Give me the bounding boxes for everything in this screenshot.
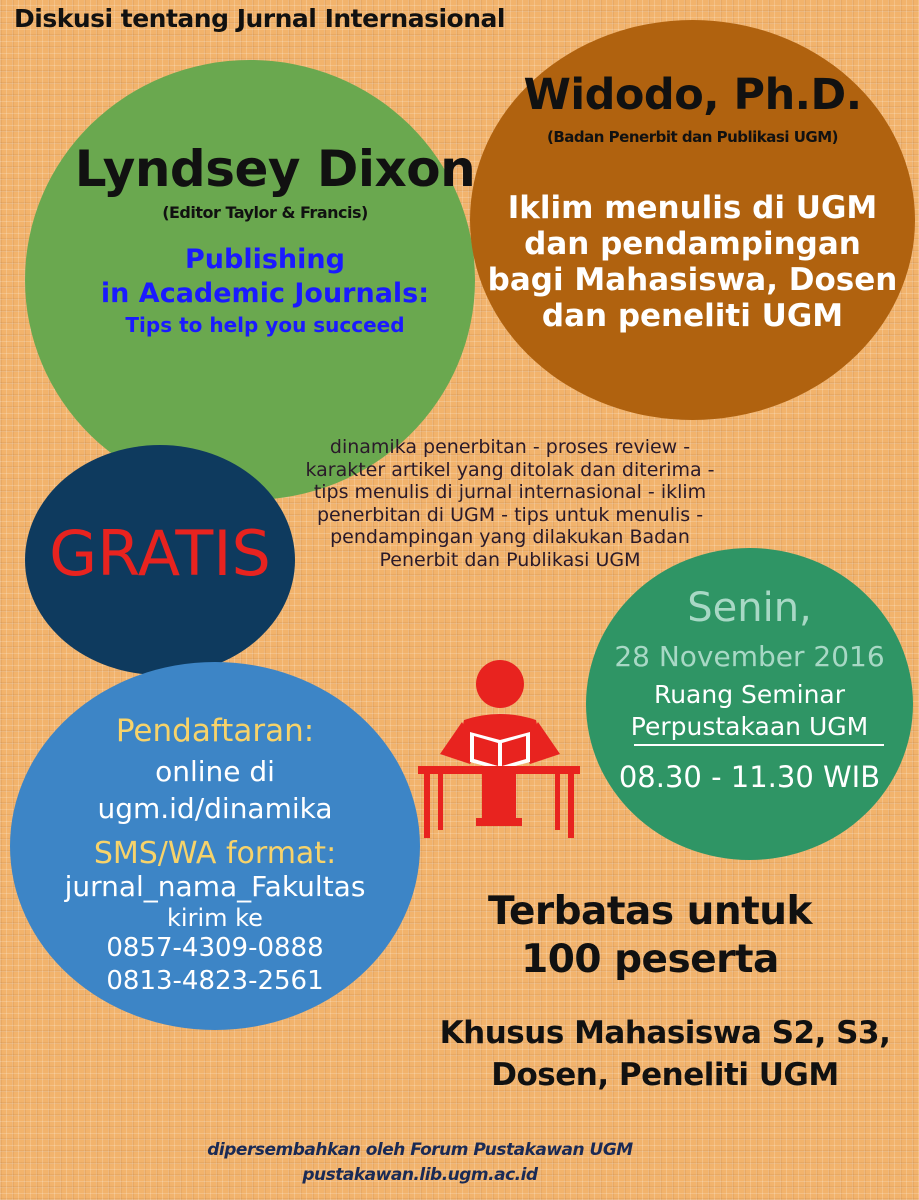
event-venue-line1: Ruang Seminar [653, 680, 846, 709]
speaker1-topic-subtitle: Tips to help you succeed [125, 313, 405, 337]
person-reading-at-desk-icon [412, 658, 584, 838]
registration-url: ugm.id/dinamika [97, 792, 333, 825]
speaker2-name: Widodo, Ph.D. [523, 70, 862, 120]
registration-online-line1: online di [155, 755, 275, 788]
send-to-label: kirim ke [167, 904, 263, 932]
event-venue-line2: Perpustakaan UGM [630, 712, 869, 741]
speaker1-topic-line1: Publishing [185, 244, 345, 275]
topics-line: tips menulis di jurnal internasional - iklim [313, 481, 707, 503]
sms-format: jurnal_nama_Fakultas [64, 870, 366, 903]
target-audience-line2: Dosen, Peneliti UGM [491, 1057, 839, 1093]
speaker1-topic-line2: in Academic Journals: [100, 278, 430, 309]
topics-line: penerbitan di UGM - tips untuk menulis - [316, 503, 704, 526]
topics-list [280, 436, 740, 571]
event-date: 28 November 2016 [614, 640, 885, 673]
footer-url[interactable]: pustakawan.lib.ugm.ac.id [302, 1165, 538, 1185]
speaker1-name: Lyndsey Dixon [74, 140, 476, 198]
speaker2-topic-line2: dan pendampingan [524, 226, 861, 262]
venue-divider [634, 744, 884, 746]
phone-number: 0857-4309-0888 [106, 933, 324, 963]
registration-label: Pendaftaran: [115, 713, 315, 749]
topics-line: dinamika penerbitan - proses review - [329, 436, 691, 458]
topics-line: karakter artikel yang ditolak dan diterima - [305, 458, 715, 481]
speaker2-topic-line4: dan peneliti UGM [541, 298, 844, 334]
speaker1-role: (Editor Taylor & Francis) [162, 203, 368, 222]
participant-limit [440, 888, 860, 984]
target-audience-line1: Khusus Mahasiswa S2, S3, [439, 1015, 891, 1051]
target-audience [420, 1012, 910, 1096]
registration-online [10, 753, 420, 827]
speaker2-topic-line1: Iklim menulis di UGM [507, 190, 878, 226]
phone-number: 0813-4823-2561 [106, 966, 324, 996]
speaker1-topic [25, 243, 505, 311]
sms-label: SMS/WA format: [93, 836, 337, 871]
speaker2-role: (Badan Penerbit dan Publikasi UGM) [547, 128, 838, 146]
speaker2-topic [470, 190, 915, 334]
participant-limit-line1: Terbatas untuk [488, 889, 812, 934]
gratis-label: GRATIS [49, 517, 271, 590]
participant-limit-line2: 100 peserta [521, 937, 779, 982]
speaker2-topic-line3: bagi Mahasiswa, Dosen [487, 262, 898, 298]
topics-line: Penerbit dan Publikasi UGM [379, 548, 641, 571]
event-day: Senin, [687, 585, 812, 631]
event-time: 08.30 - 11.30 WIB [618, 760, 881, 794]
footer-organizer: dipersembahkan oleh Forum Pustakawan UGM [207, 1140, 633, 1160]
topics-line: pendampingan yang dilakukan Badan [330, 526, 690, 548]
poster-title: Diskusi tentang Jurnal Internasional [14, 4, 505, 33]
